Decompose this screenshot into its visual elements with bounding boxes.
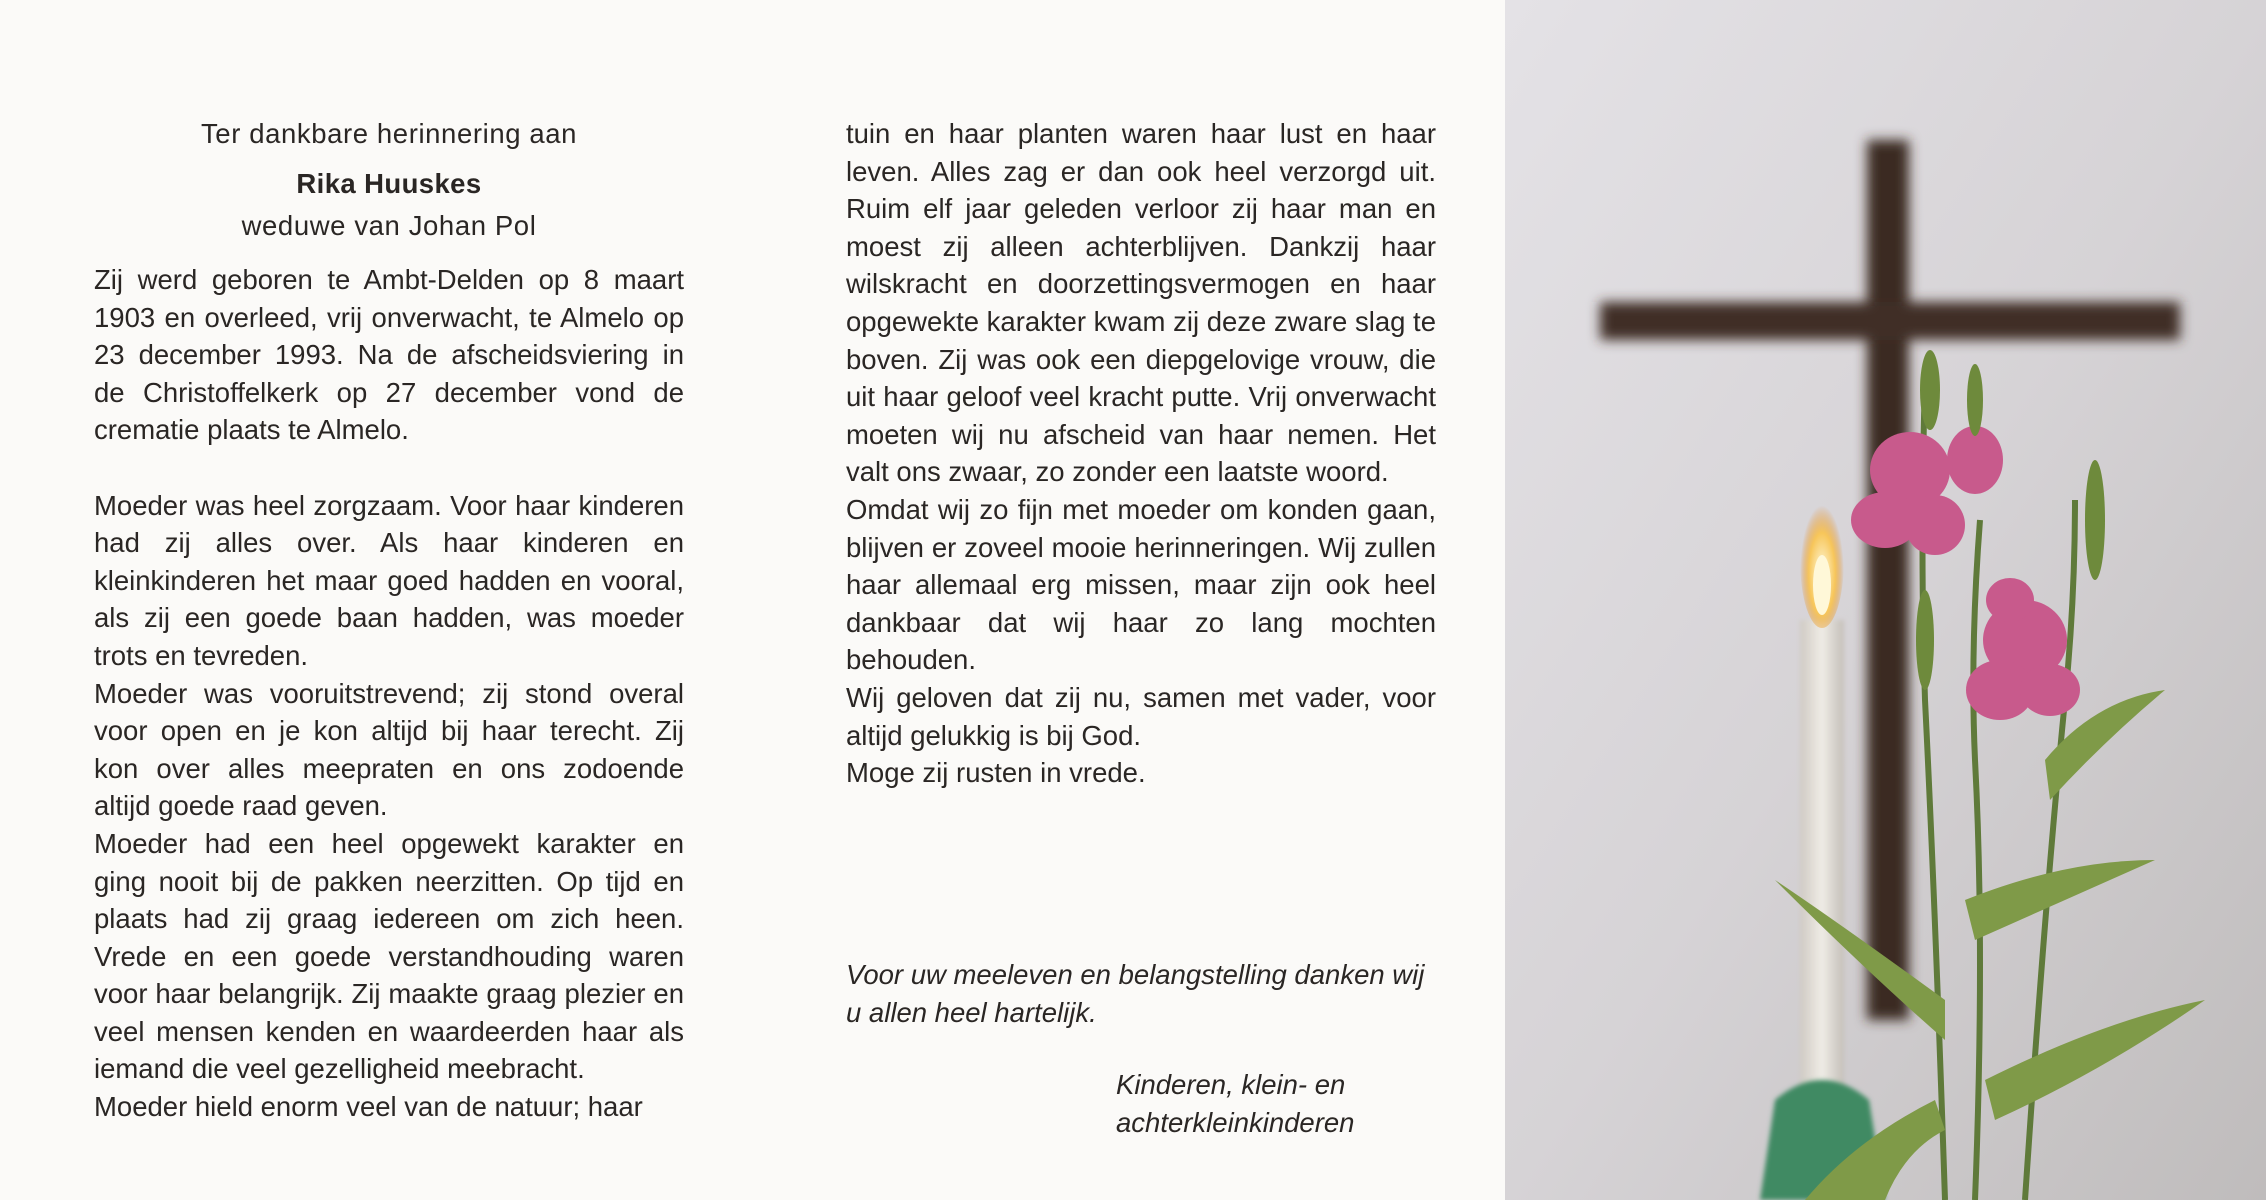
- signature: [1116, 1066, 1476, 1141]
- thanks-text: Voor uw meeleven en belangstelling danken wij u allen heel hartelijk.: [846, 959, 1425, 1028]
- birth-death-paragraph: Zij werd geboren te Ambt-Delden op 8 maart 1903 en overleed, vrij onverwacht, te Almelo op 23 december 1993. Na de afscheidsviering in de Christoffelkerk op 27 december vond de crematie plaats te Almelo.: [94, 264, 684, 446]
- relation-line: weduwe van Johan Pol: [241, 210, 537, 241]
- left-column: [94, 261, 684, 1126]
- paragraph-progressive: Moeder was vooruitstrevend; zij stond overal voor open en je kon altijd bij haar terecht. Zij kon over alles meepraten en ons zodoende altijd goede raad geven.: [94, 677, 684, 822]
- paragraph-memories: Omdat wij zo fijn met moeder om konden gaan, blijven er zoveel mooie herinneringen. Wij zullen haar allemaal erg missen, maar zijn ook heel dankbaar dat wij haar zo lang mochten behouden.: [846, 493, 1436, 676]
- cross-candle-flower-photo: [1505, 0, 2266, 1200]
- signature-line-2: achterkleinkinderen: [1116, 1106, 1355, 1138]
- paragraph-faith: Wij geloven dat zij nu, samen met vader, voor altijd gelukkig is bij God.: [846, 681, 1436, 751]
- paragraph-character: Moeder had een heel opgewekt karakter en ging nooit bij de pakken neerzitten. Op tijd en plaats had zij graag iedereen om zich heen. Vrede en een goede verstandhouding waren voor haar belangrijk. Zij maakte graag plezier en veel mensen kenden en waardeerden haar als iemand die veel gezelligheid meebracht.: [94, 827, 684, 1085]
- right-column: [846, 115, 1436, 792]
- deceased-name: Rika Huuskes: [296, 168, 482, 199]
- paragraph-garden: tuin en haar planten waren haar lust en haar leven. Alles zag er dan ook heel verzorgd uit. Ruim elf jaar geleden verloor zij haar man en moest zij alleen achterblijven. Dankzij haar wilskracht en doorzettingsvermogen en haar opgewekte karakter kwam zij deze zware slag te boven. Zij was ook een diepgelovige vrouw, die uit haar geloof veel kracht putte. Vrij onverwacht moeten wij nu afscheid van haar nemen. Het valt ons zwaar, zo zonder een laatste woord.: [846, 118, 1436, 488]
- signature-line-1: Kinderen, klein- en: [1116, 1069, 1346, 1100]
- paragraph-rest-in-peace: Moge zij rusten in vrede.: [846, 757, 1146, 789]
- photo-illustration: [1505, 0, 2266, 1200]
- intro-line: Ter dankbare herinnering aan: [200, 118, 578, 149]
- paragraph-nature-start: Moeder hield enorm veel van de natuur; haar: [94, 1091, 643, 1123]
- paragraph-caring: Moeder was heel zorgzaam. Voor haar kinderen had zij alles over. Als haar kinderen en kleinkinderen het maar goed hadden en vooral, als zij een goede baan hadden, was moeder trots en tevreden.: [94, 489, 684, 671]
